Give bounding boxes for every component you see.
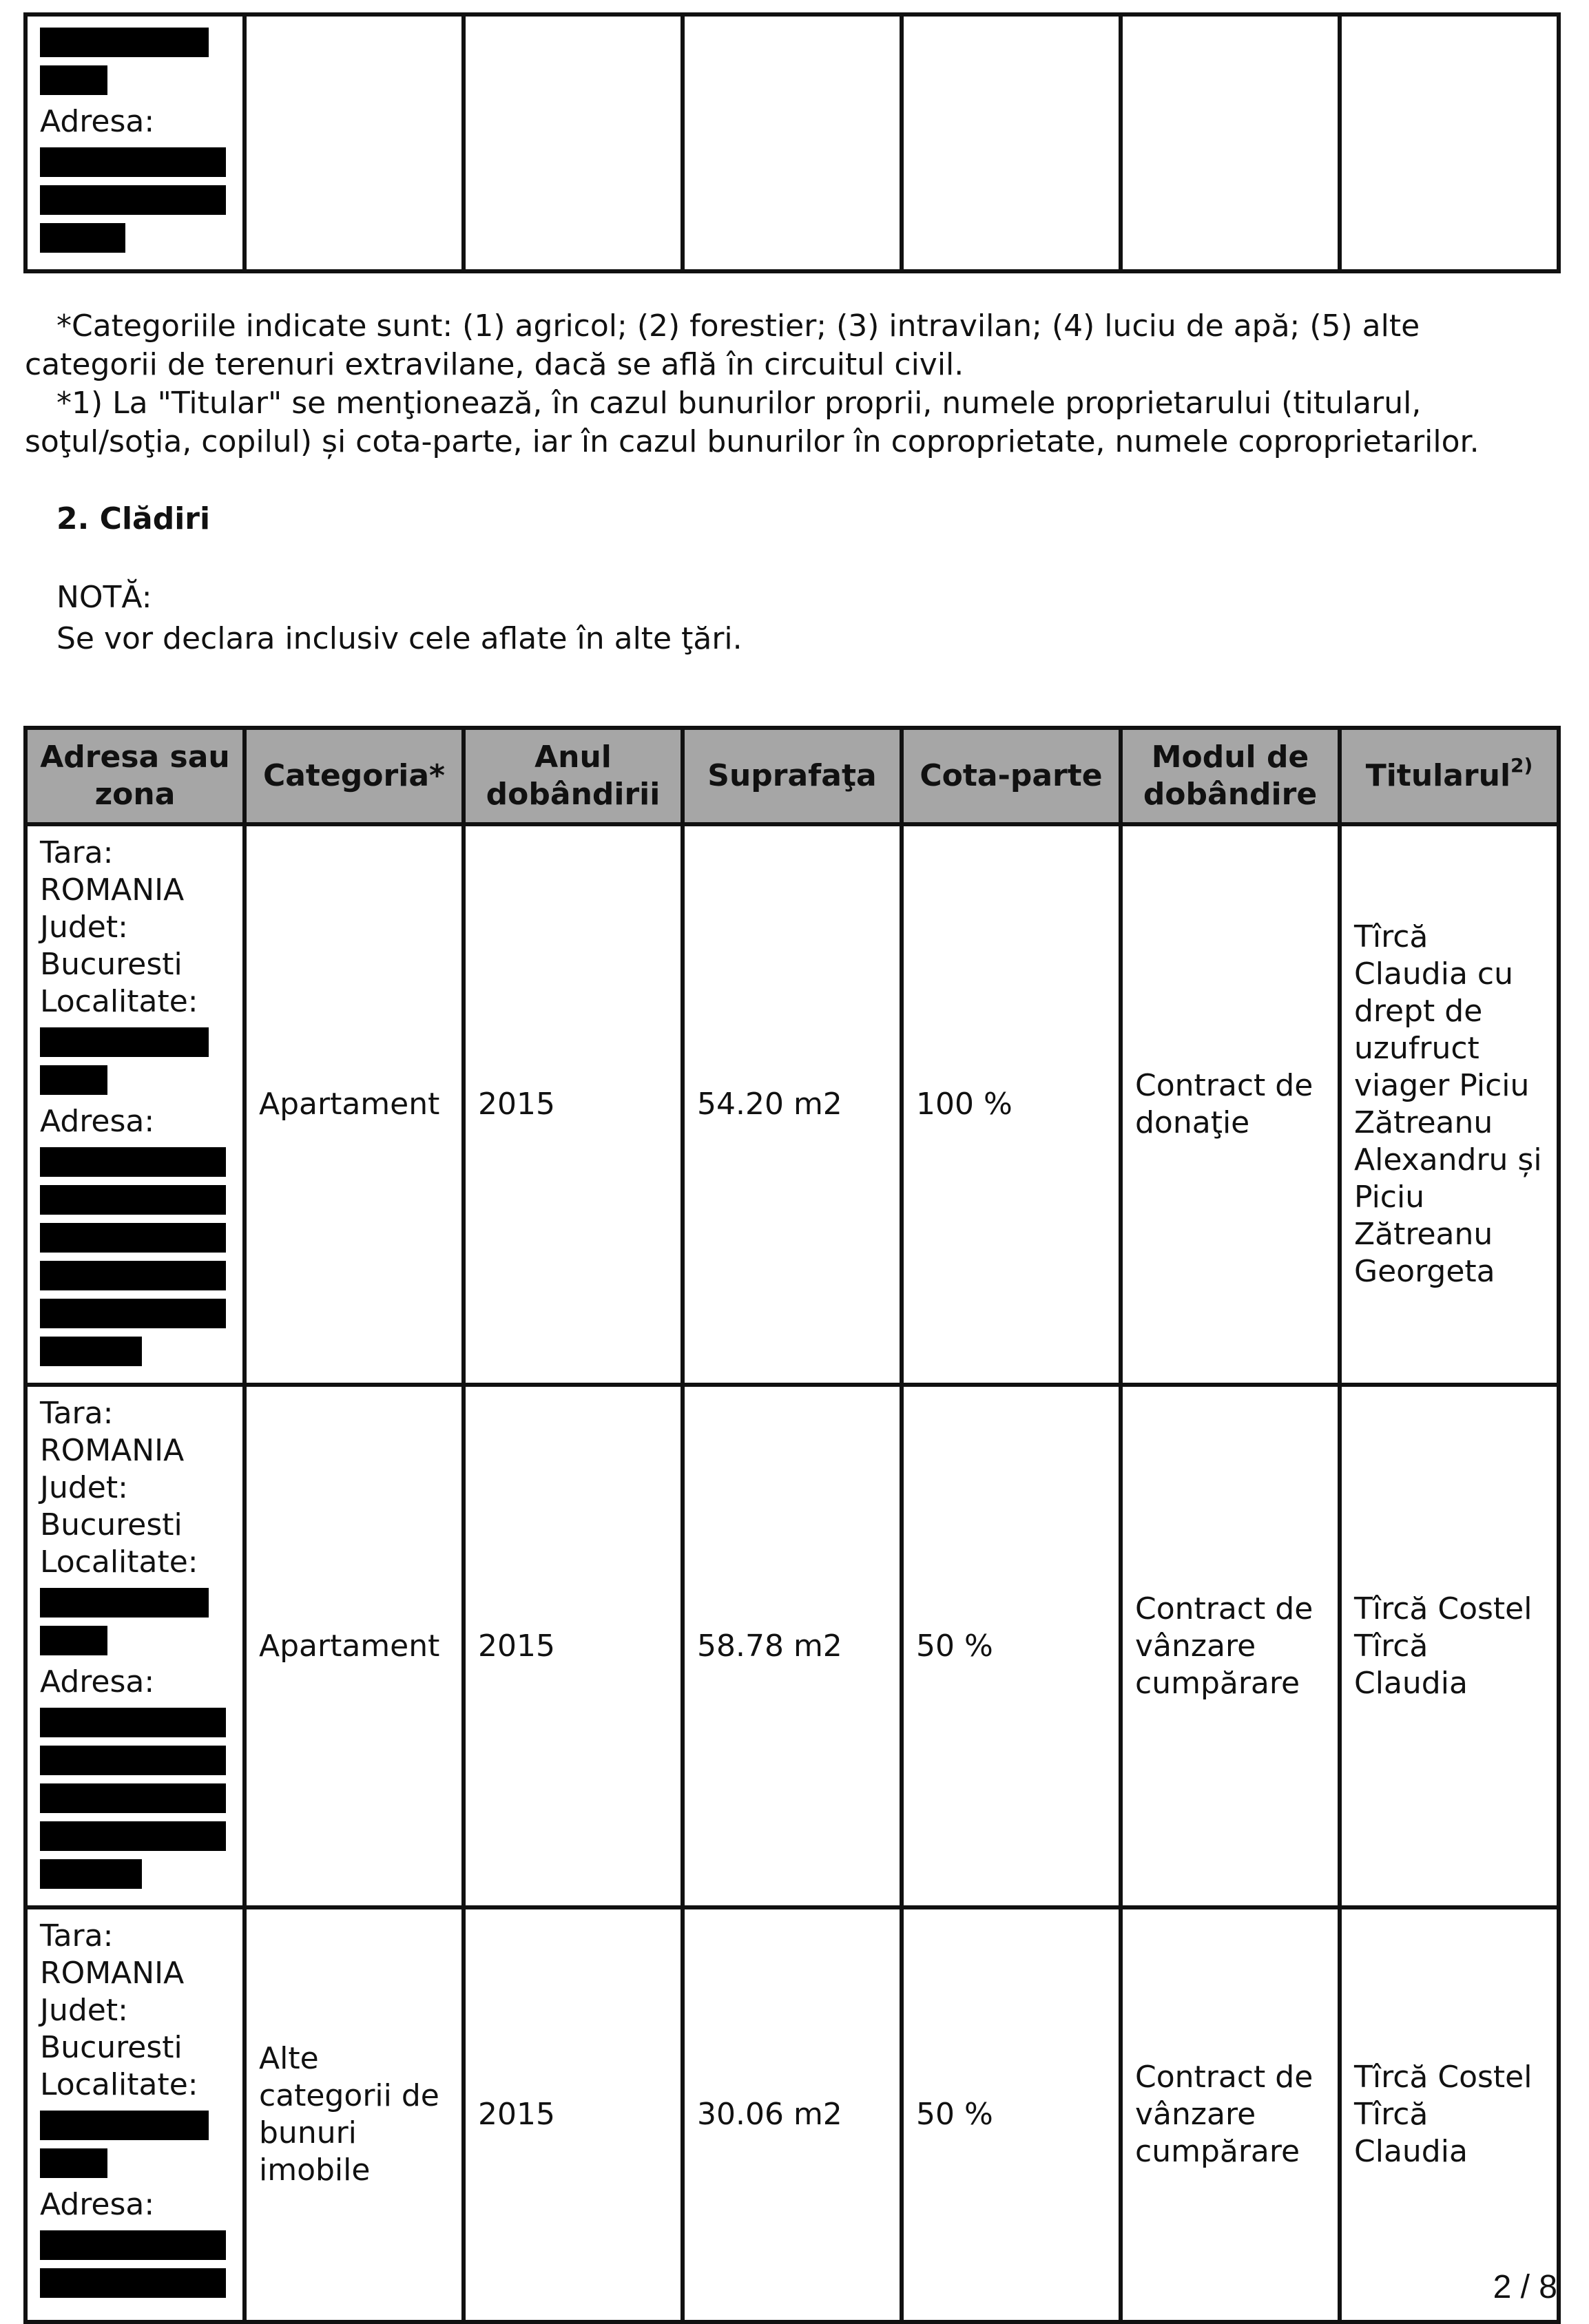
anul-cell: 2015 — [464, 1907, 683, 2322]
header-titularul-label: Titularul — [1365, 758, 1511, 793]
adresa-label: Adresa: — [40, 2187, 155, 2222]
redacted-block — [40, 1185, 226, 1215]
header-cota: Cota-parte — [902, 728, 1121, 824]
header-modul: Modul de dobândire — [1121, 728, 1340, 824]
empty-cell — [1340, 14, 1559, 271]
modul-cell: Contract de donaţie — [1121, 824, 1340, 1385]
empty-cell — [464, 14, 683, 271]
empty-cell — [1121, 14, 1340, 271]
redacted-block — [40, 147, 226, 177]
titular-name: Tîrcă Costel — [1354, 1591, 1533, 1626]
judet-label: Judet: — [40, 910, 128, 945]
categoria-cell: Apartament — [245, 824, 464, 1385]
table-row — [25, 824, 1559, 1385]
tara-label: Tara: — [40, 1396, 114, 1431]
redacted-block — [40, 1299, 226, 1328]
redacted-block — [40, 65, 107, 95]
cladiri-table — [23, 726, 1561, 2324]
localitate-label: Localitate: — [40, 2067, 198, 2102]
cota-cell: 100 % — [902, 824, 1121, 1385]
redacted-block — [40, 2230, 226, 2260]
redacted-block — [40, 1065, 107, 1095]
table-row — [25, 1907, 1559, 2322]
header-titularul-footnote: 2) — [1510, 754, 1533, 777]
redacted-block — [40, 2268, 226, 2298]
anul-cell: 2015 — [464, 824, 683, 1385]
suprafata-cell: 58.78 m2 — [683, 1385, 902, 1907]
categoria-cell: Apartament — [245, 1385, 464, 1907]
tara-label: Tara: — [40, 1918, 114, 1954]
empty-cell — [683, 14, 902, 271]
header-categoria: Categoria* — [245, 728, 464, 824]
titularul-cell — [1340, 1907, 1559, 2322]
anul-cell: 2015 — [464, 1385, 683, 1907]
nota-text: Se vor declara inclusiv cele aflate în alte ţări. — [56, 621, 742, 656]
table-row — [25, 14, 1559, 271]
address-cell — [25, 824, 245, 1385]
nota-label: NOTĂ: — [56, 580, 152, 615]
redacted-block — [40, 1859, 142, 1889]
terenuri-table-continuation — [23, 12, 1561, 273]
suprafata-cell: 54.20 m2 — [683, 824, 902, 1385]
redacted-block — [40, 1223, 226, 1253]
header-adresa: Adresa sau zona — [25, 728, 245, 824]
judet-value: Bucuresti — [40, 2030, 183, 2065]
titular-name: Tîrcă Claudia — [1354, 2097, 1468, 2169]
titularul-cell: Tîrcă Claudia cu drept de uzufruct viager Piciu Zătreanu Alexandru și Piciu Zătreanu Georgeta — [1340, 824, 1559, 1385]
redacted-block — [40, 2148, 107, 2178]
redacted-block — [40, 1821, 226, 1851]
localitate-label: Localitate: — [40, 984, 198, 1019]
page-number: 2 / 8 — [1493, 2269, 1557, 2305]
address-cell — [25, 1385, 245, 1907]
redacted-block — [40, 1588, 209, 1618]
categorii-note: *Categoriile indicate sunt: (1) agricol; (2) forestier; (3) intravilan; (4) luciu de apă; (5) alte categorii de terenuri extravilane, dacă se află în circuitul civil. — [25, 308, 1420, 382]
address-cell — [25, 14, 245, 271]
redacted-block — [40, 1783, 226, 1813]
tara-value: ROMANIA — [40, 872, 185, 908]
tara-value: ROMANIA — [40, 1433, 185, 1468]
judet-value: Bucuresti — [40, 1507, 183, 1542]
redacted-block — [40, 2111, 209, 2140]
header-anul: Anul dobândirii — [464, 728, 683, 824]
redacted-block — [40, 1027, 209, 1057]
adresa-label: Adresa: — [40, 1664, 155, 1699]
redacted-block — [40, 185, 226, 215]
categoria-cell: Alte categorii de bunuri imobile — [245, 1907, 464, 2322]
adresa-label: Adresa: — [40, 1104, 155, 1139]
judet-value: Bucuresti — [40, 947, 183, 982]
redacted-block — [40, 1147, 226, 1177]
redacted-block — [40, 1746, 226, 1775]
judet-label: Judet: — [40, 1993, 128, 2028]
redacted-block — [40, 223, 125, 253]
judet-label: Judet: — [40, 1470, 128, 1505]
redacted-block — [40, 28, 209, 57]
suprafata-cell: 30.06 m2 — [683, 1907, 902, 2322]
redacted-block — [40, 1337, 142, 1366]
header-titularul — [1340, 728, 1559, 824]
titular-note: *1) La "Titular" se menţionează, în cazul bunurilor proprii, numele proprietarului (titularul, soţul/soţia, copilul) și cota-parte, iar în cazul bunurilor în coproprietate, numele coproprietarilor. — [25, 386, 1479, 459]
cota-cell: 50 % — [902, 1385, 1121, 1907]
header-suprafata: Suprafaţa — [683, 728, 902, 824]
empty-cell — [902, 14, 1121, 271]
titular-name: Tîrcă Costel — [1354, 2060, 1533, 2095]
tara-label: Tara: — [40, 835, 114, 870]
localitate-label: Localitate: — [40, 1545, 198, 1580]
address-cell — [25, 1907, 245, 2322]
redacted-block — [40, 1626, 107, 1655]
titularul-cell — [1340, 1385, 1559, 1907]
modul-cell: Contract de vânzare cumpărare — [1121, 1385, 1340, 1907]
empty-cell — [245, 14, 464, 271]
table-header-row — [25, 728, 1559, 824]
table-row — [25, 1385, 1559, 1907]
cota-cell: 50 % — [902, 1907, 1121, 2322]
adresa-label: Adresa: — [40, 104, 155, 139]
tara-value: ROMANIA — [40, 1956, 185, 1991]
redacted-block — [40, 1708, 226, 1737]
modul-cell: Contract de vânzare cumpărare — [1121, 1907, 1340, 2322]
section-heading: 2. Clădiri — [56, 501, 211, 536]
titular-name: Tîrcă Claudia — [1354, 1628, 1468, 1701]
redacted-block — [40, 1261, 226, 1290]
